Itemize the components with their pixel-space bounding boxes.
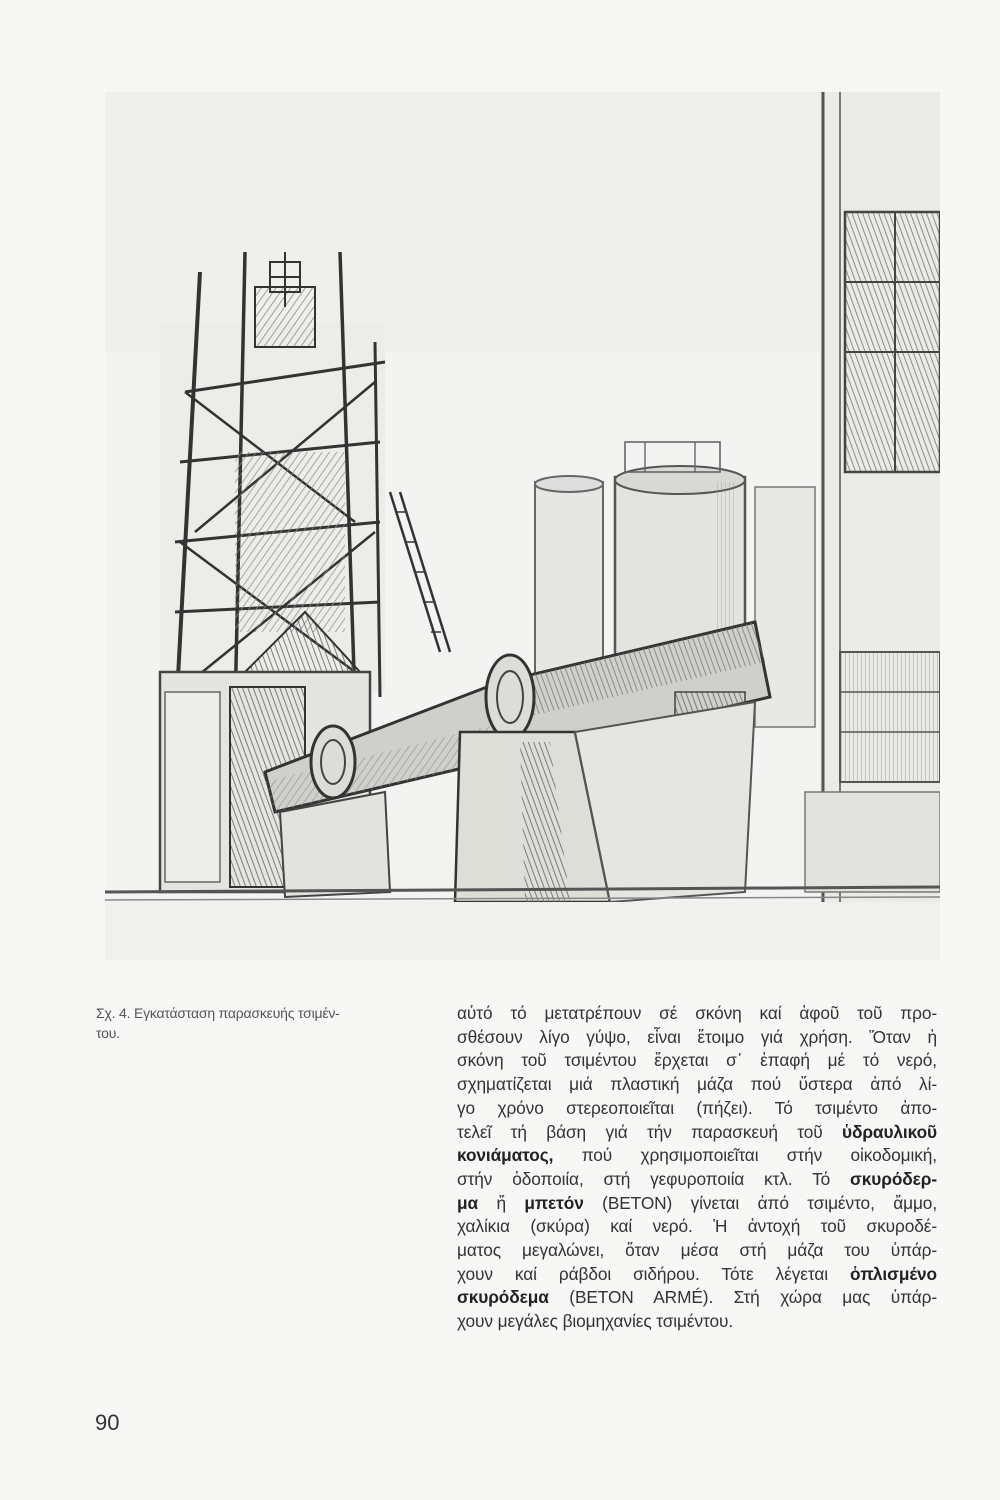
cement-plant-drawing bbox=[105, 92, 940, 960]
bold-term: μπετόν bbox=[524, 1192, 584, 1213]
text-run: στήν ὁδοποιία, στή γεφυροποιία κτλ. Τό bbox=[457, 1168, 831, 1189]
text-run: τελεῖ τή βάση γιά τήν παρασκευή τοῦ bbox=[457, 1121, 823, 1142]
cement-plant-illustration bbox=[105, 92, 940, 960]
text-run: ἤ bbox=[496, 1192, 506, 1213]
bold-term: σκυρόδερ- bbox=[850, 1168, 938, 1189]
text-run: (BETON ARMÉ). Στή χώρα μας ὑπάρ- bbox=[569, 1287, 937, 1308]
text-line: γο χρόνο στερεοποιεῖται (πήζει). Τό τσιμέντο ἀπο- bbox=[457, 1097, 937, 1118]
text-line: σκόνη τοῦ τσιμέντου ἔρχεται σ᾽ ἐπαφή μέ τό νερό, bbox=[457, 1050, 937, 1071]
text-run: πού χρησιμοποιεῖται στήν οἰκοδομική, bbox=[581, 1145, 937, 1166]
text-line: σθέσουν λίγο γύψο, εἶναι ἕτοιμο γιά χρήση. Ὅταν ἡ bbox=[457, 1026, 937, 1047]
text-run: (BETON) γίνεται ἀπό τσιμέντο, ἄμμο, bbox=[602, 1192, 938, 1213]
text-line: χαλίκια (σκύρα) καί νερό. Ἡ ἀντοχή τοῦ σκυροδέ- bbox=[457, 1216, 937, 1237]
text-line: χουν μεγάλες βιομηχανίες τσιμέντου. bbox=[457, 1311, 734, 1332]
page-number: 90 bbox=[95, 1410, 120, 1435]
bold-term: ὑδραυλικοῦ bbox=[842, 1121, 938, 1142]
caption-line: του. bbox=[96, 1025, 120, 1041]
caption-line: Σχ. 4. Εγκατάσταση παρασκευής τσιμέν- bbox=[96, 1005, 340, 1021]
text-run: χουν καί ράβδοι σιδήρου. Τότε λέγεται bbox=[457, 1263, 828, 1284]
text-line bbox=[457, 1121, 937, 1145]
bold-term: κονιάματος, bbox=[457, 1145, 554, 1166]
text-line: σχηματίζεται μιά πλαστική μάζα πού ὕστερα ἀπό λί- bbox=[457, 1074, 937, 1095]
text-line bbox=[457, 1192, 937, 1216]
figure-caption bbox=[96, 1003, 436, 1043]
text-line: ματος μεγαλώνει, ὅταν μέσα στή μάζα του ὑπάρ- bbox=[457, 1240, 937, 1261]
text-line bbox=[457, 1286, 937, 1310]
bold-term: σκυρόδεμα bbox=[457, 1287, 549, 1308]
text-line: αὐτό τό μετατρέπουν σέ σκόνη καί ἀφοῦ τοῦ προ- bbox=[457, 1003, 937, 1023]
text-line bbox=[457, 1263, 937, 1287]
right-building bbox=[805, 92, 940, 960]
text-line bbox=[457, 1144, 937, 1168]
bold-term: ὁπλισμένο bbox=[849, 1263, 937, 1284]
text-line bbox=[457, 1168, 937, 1192]
body-paragraph bbox=[457, 1002, 937, 1334]
bold-term: μα bbox=[457, 1192, 478, 1213]
